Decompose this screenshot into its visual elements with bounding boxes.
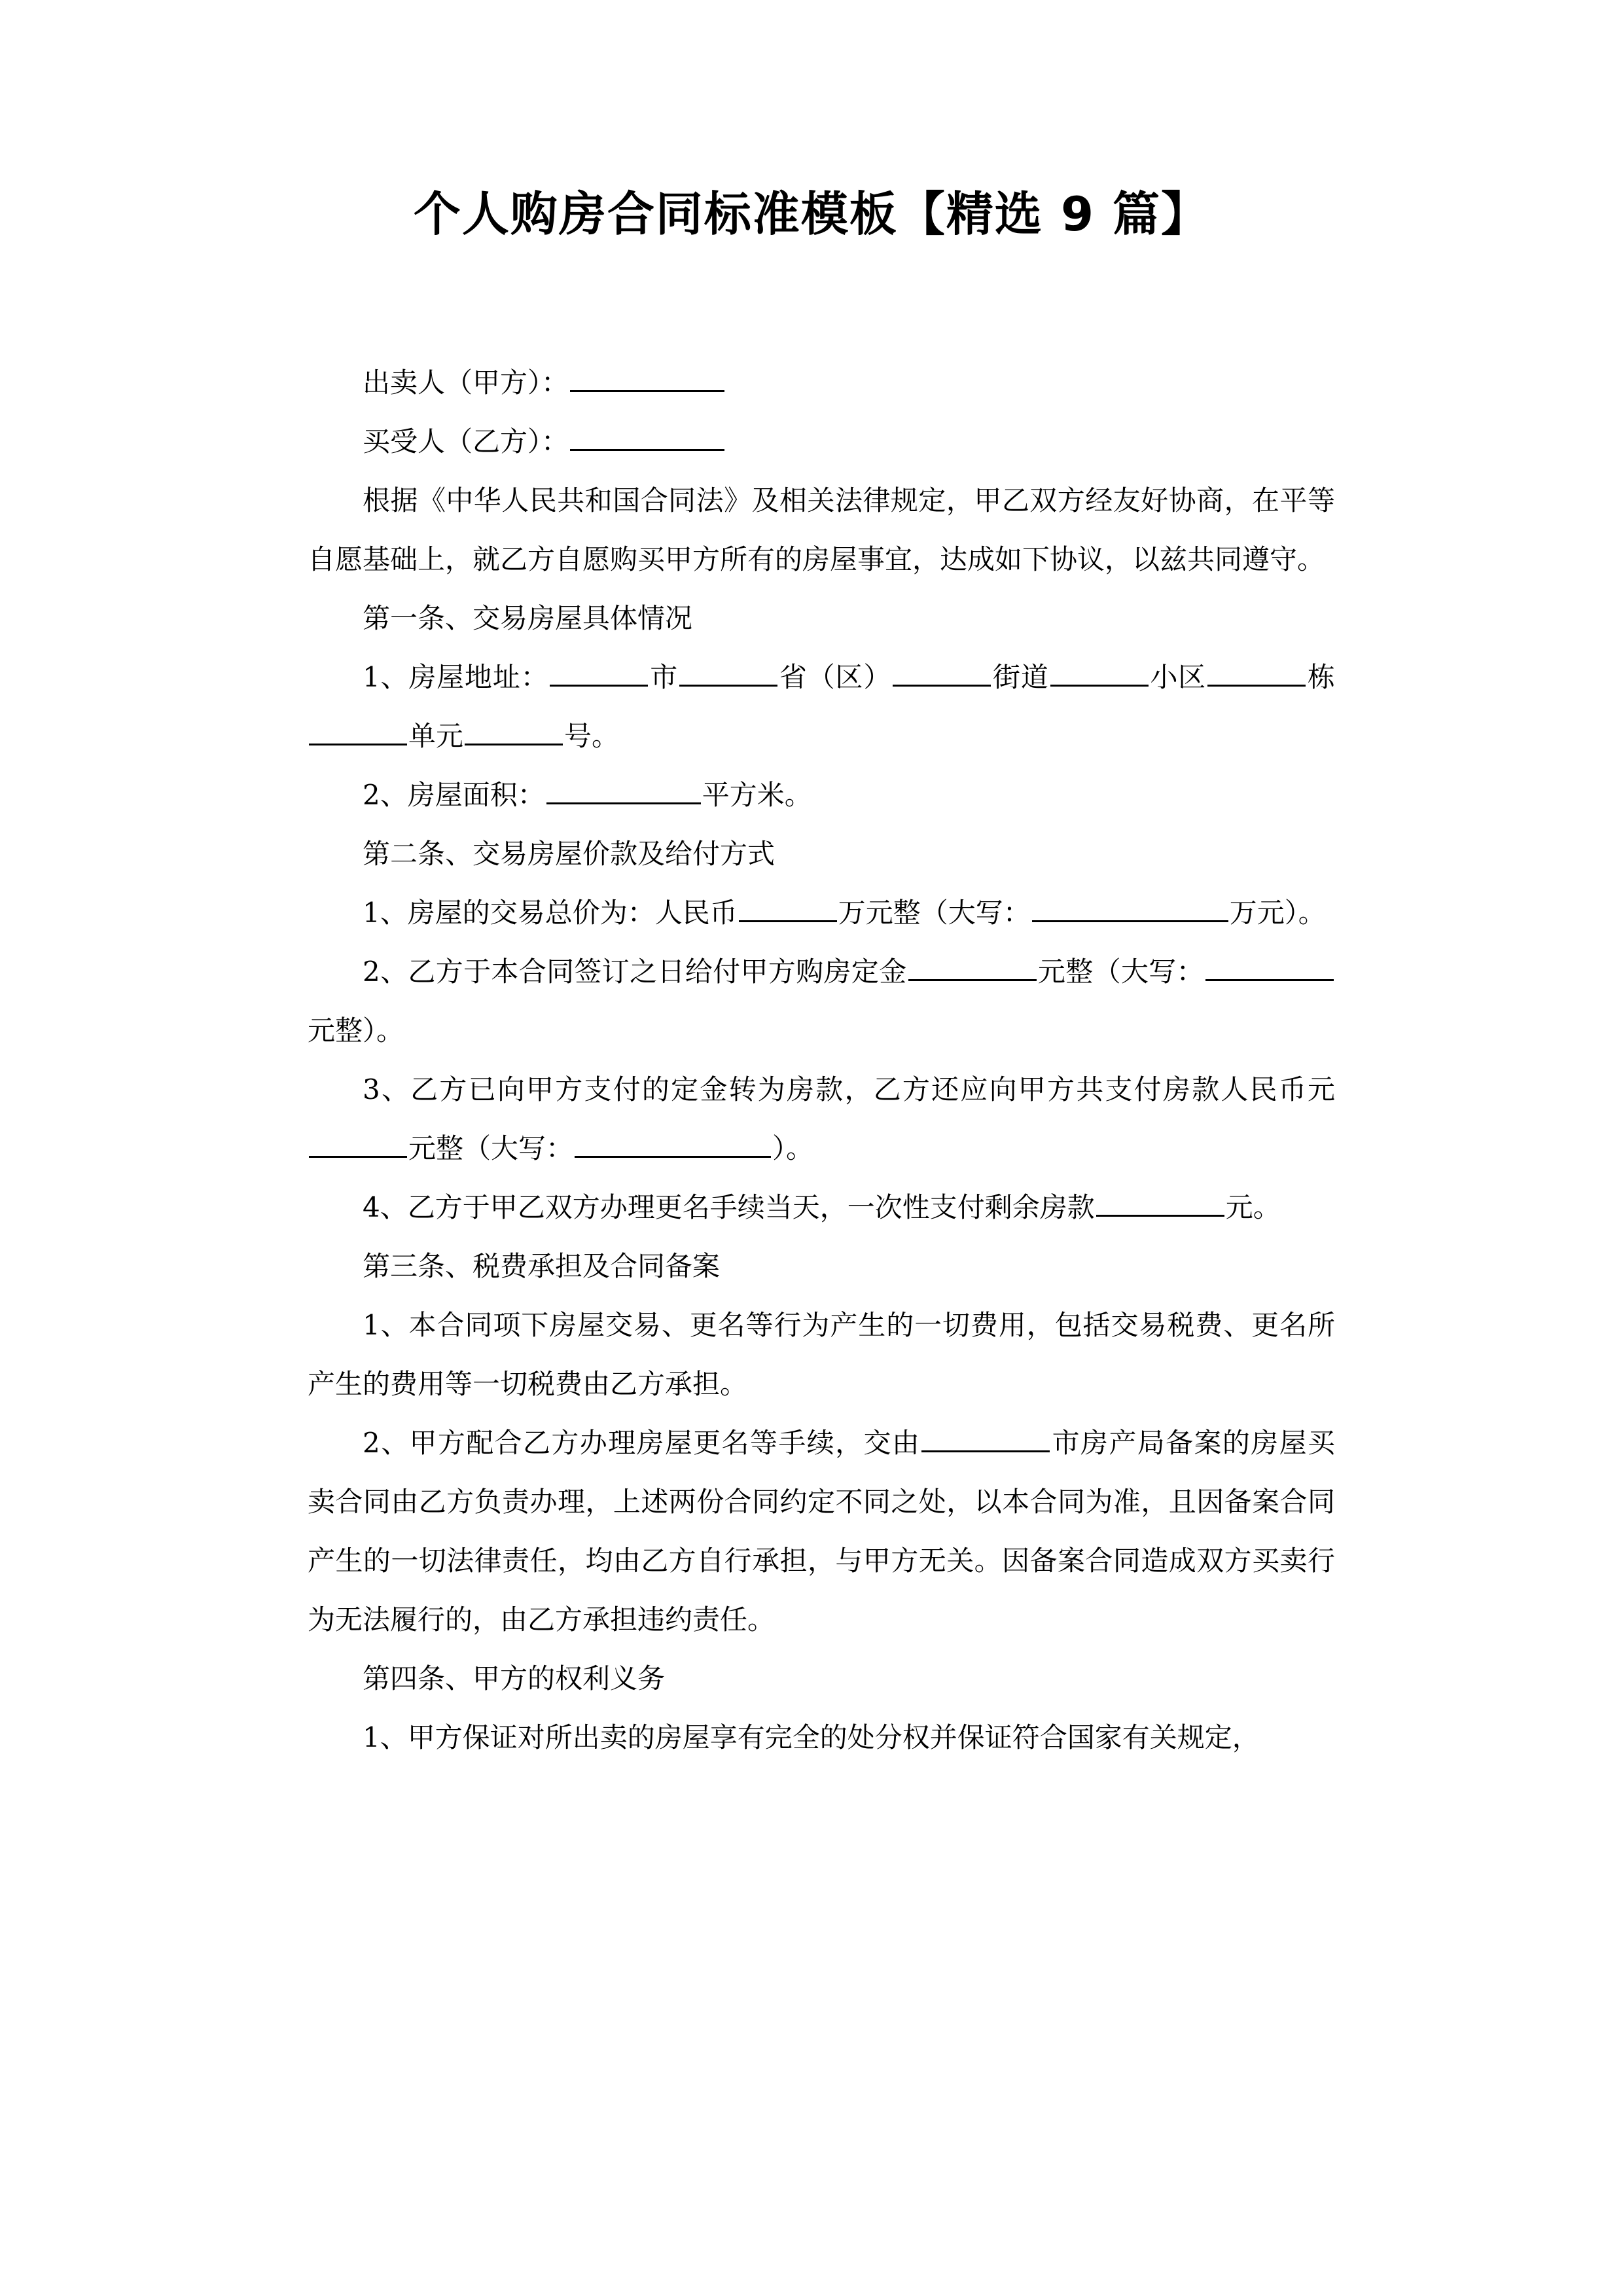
- article-1-title: [308, 589, 1335, 648]
- article-2-item-2: [308, 942, 1335, 1060]
- deposit-words-blank[interactable]: [1205, 953, 1334, 981]
- page-title: 个人购房合同标准模板【精选 9 篇】: [413, 187, 1210, 242]
- a1-i1-part5: 小区: [1149, 661, 1207, 693]
- a1-i1-part2: 市: [649, 661, 679, 693]
- article-4-title-text: 第四条、甲方的权利义务: [363, 1662, 666, 1695]
- a1-i1-part8: 号。: [564, 720, 620, 752]
- article-3-title: [308, 1237, 1335, 1296]
- house-community-blank[interactable]: [1050, 658, 1149, 687]
- article-3-title-text: 第三条、税费承担及合同备案: [363, 1250, 721, 1282]
- a2-i1-part3: 万元）。: [1229, 897, 1326, 929]
- a3-i2-part1: 2、甲方配合乙方办理房屋更名等手续，交由: [363, 1427, 921, 1459]
- a2-i3-part2: 元整（大写：: [408, 1132, 574, 1164]
- a1-i1-part6: 栋: [1307, 661, 1335, 693]
- house-area-blank[interactable]: [546, 776, 701, 804]
- seller-blank[interactable]: [570, 364, 724, 392]
- remaining-payment-words-blank[interactable]: [575, 1130, 771, 1158]
- a1-i1-part1: 1、房屋地址：: [363, 661, 549, 693]
- buyer-label: 买受人（乙方）：: [363, 425, 569, 457]
- article-2-item-1: [308, 884, 1335, 942]
- total-price-words-blank[interactable]: [1032, 894, 1228, 922]
- article-2-title-text: 第二条、交易房屋价款及给付方式: [363, 838, 776, 870]
- a1-i1-part7: 单元: [408, 720, 464, 752]
- final-payment-blank[interactable]: [1096, 1189, 1224, 1217]
- a2-i1-part1: 1、房屋的交易总价为：人民币: [363, 897, 738, 929]
- seller-line: [308, 353, 1335, 412]
- a1-i2-part1: 2、房屋面积：: [363, 779, 545, 811]
- preamble-paragraph: [308, 471, 1335, 589]
- filing-city-blank[interactable]: [921, 1424, 1050, 1452]
- house-block-blank[interactable]: [1207, 658, 1306, 687]
- a4-i1-text: 1、甲方保证对所出卖的房屋享有完全的处分权并保证符合国家有关规定，: [363, 1721, 1260, 1753]
- a2-i3-part1: 3、乙方已向甲方支付的定金转为房款，乙方还应向甲方共支付房款人民币元: [363, 1073, 1335, 1105]
- remaining-payment-blank[interactable]: [309, 1130, 407, 1158]
- deposit-amount-blank[interactable]: [908, 953, 1037, 981]
- a2-i2-part1: 2、乙方于本合同签订之日给付甲方购房定金: [363, 956, 907, 988]
- a1-i1-part4: 街道: [992, 661, 1049, 693]
- house-number-blank[interactable]: [465, 717, 563, 745]
- article-3-item-1: [308, 1296, 1335, 1414]
- article-1-item-1: [308, 648, 1335, 766]
- a1-i1-part3: 省（区）: [779, 661, 892, 693]
- buyer-blank[interactable]: [570, 423, 724, 451]
- article-3-item-2: [308, 1414, 1335, 1649]
- document-body: [308, 353, 1335, 1767]
- a2-i4-part1: 4、乙方于甲乙双方办理更名手续当天，一次性支付剩余房款: [363, 1191, 1095, 1223]
- preamble-text: 根据《中华人民共和国合同法》及相关法律规定，甲乙双方经友好协商，在平等自愿基础上，就乙方自愿购买甲方所有的房屋事宜，达成如下协议，以兹共同遵守。: [308, 484, 1335, 575]
- a2-i2-part2: 元整（大写：: [1037, 956, 1204, 988]
- a2-i4-part2: 元。: [1225, 1191, 1281, 1223]
- article-1-title-text: 第一条、交易房屋具体情况: [363, 602, 693, 634]
- house-province-blank[interactable]: [679, 658, 777, 687]
- a1-i2-part2: 平方米。: [702, 779, 812, 811]
- article-4-title: [308, 1649, 1335, 1708]
- article-2-title: [308, 825, 1335, 884]
- house-unit-blank[interactable]: [309, 717, 407, 745]
- a2-i2-part3: 元整）。: [308, 1014, 404, 1047]
- a2-i3-part3: ）。: [772, 1132, 814, 1164]
- total-price-blank[interactable]: [739, 894, 837, 922]
- a2-i1-part2: 万元整（大写：: [838, 897, 1031, 929]
- house-street-blank[interactable]: [893, 658, 991, 687]
- a3-i2-part2: 市房产局备案的房屋买卖合同由乙方负责办理，上述两份合同约定不同之处，以本合同为准，且因备案合同产生的一切法律责任，均由乙方自行承担，与甲方无关。因备案合同造成双方买卖行为无法履行的，由乙方承担违约责任。: [308, 1427, 1335, 1636]
- a3-i1-text: 1、本合同项下房屋交易、更名等行为产生的一切费用，包括交易税费、更名所产生的费用等一切税费由乙方承担。: [308, 1309, 1335, 1400]
- buyer-line: [308, 412, 1335, 471]
- article-2-item-3: [308, 1060, 1335, 1178]
- house-city-blank[interactable]: [550, 658, 648, 687]
- article-2-item-4: [308, 1178, 1335, 1237]
- seller-label: 出卖人（甲方）：: [363, 367, 569, 399]
- article-1-item-2: [308, 766, 1335, 825]
- article-4-item-1: [308, 1708, 1335, 1767]
